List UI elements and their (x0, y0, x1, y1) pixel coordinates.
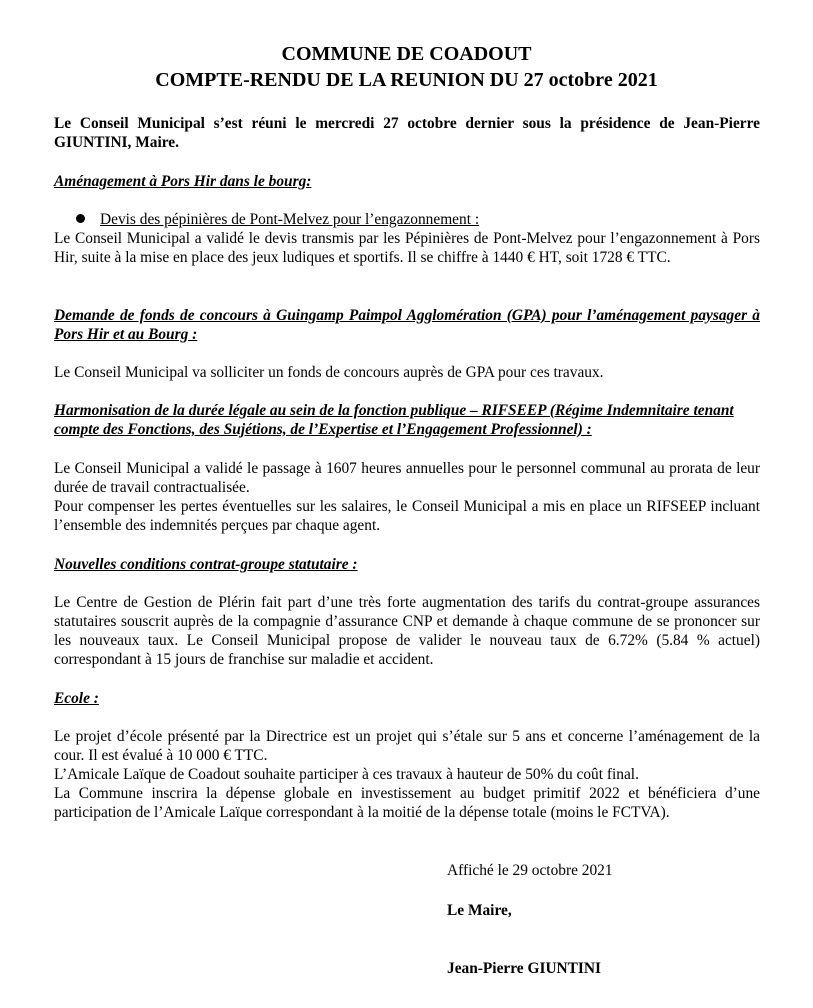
section-heading-fonds-concours: Demande de fonds de concours à Guingamp Paimpol Agglomération (GPA) pour l’aménagement paysager à Pors Hir et au Bourg : (54, 307, 760, 343)
intro-paragraph: Le Conseil Municipal s’est réuni le mercredi 27 octobre dernier sous la présidence de Jean-Pierre GIUNTINI, Maire. (54, 115, 760, 151)
rifseep-paragraph-1: Le Conseil Municipal a validé le passage à 1607 heures annuelles pour le personnel communal au prorata de leur durée de travail contractualisée. (54, 460, 760, 496)
document-title-report: COMPTE-RENDU DE LA REUNION DU 27 octobre 2021 (155, 69, 658, 91)
section-heading-pors-hir: Aménagement à Pors Hir dans le bourg: (54, 173, 312, 190)
section-heading-ecole: Ecole : (54, 690, 99, 707)
document-title-commune: COMMUNE DE COADOUT (281, 43, 532, 65)
ecole-paragraph-3: La Commune inscrira la dépense globale en investissement au budget primitif 2022 et bénéficiera d’une participation de l’Amicale Laïque correspondant à la moitié de la dépense totale (moins le FCTVA). (54, 785, 760, 821)
posted-date: Affiché le 29 octobre 2021 (447, 862, 613, 879)
bullet-item-devis (76, 210, 479, 229)
signature-name: Jean-Pierre GIUNTINI (447, 960, 602, 977)
bullet-dot-icon (76, 214, 85, 223)
pors-hir-paragraph: Le Conseil Municipal a validé le devis transmis par les Pépinières de Pont-Melvez pour l’engazonnement à Pors Hir, suite à la mise en place des jeux ludiques et sportifs. Il se chiffre à 1440 € HT, soit 1728 € TTC. (54, 230, 760, 266)
contrat-groupe-paragraph: Le Centre de Gestion de Plérin fait part d’une très forte augmentation des tarifs du contrat-groupe assurances statutaires souscrit auprès de la compagnie d’assurance CNP et demande à chaque commune de se prononcer sur les nouveaux taux. Le Conseil Municipal propose de valider le nouveau taux de 6.72% (5.84 % actuel) correspondant à 15 jours de franchise sur maladie et accident. (54, 594, 760, 668)
signature-role: Le Maire, (447, 902, 512, 919)
rifseep-paragraph-2: Pour compenser les pertes éventuelles sur les salaires, le Conseil Municipal a mis en place un RIFSEEP incluant l’ensemble des indemnités perçues par chaque agent. (54, 498, 760, 534)
bullet-item-text: Devis des pépinières de Pont-Melvez pour l’engazonnement : (100, 211, 480, 228)
ecole-paragraph-1: Le projet d’école présenté par la Directrice est un projet qui s’étale sur 5 ans et concerne l’aménagement de la cour. Il est évalué à 10 000 € TTC. (54, 728, 760, 764)
ecole-paragraph-2: L’Amicale Laïque de Coadout souhaite participer à ces travaux à hauteur de 50% du coût final. (54, 766, 639, 783)
section-heading-contrat-groupe: Nouvelles conditions contrat-groupe statutaire : (54, 556, 358, 573)
section-heading-rifseep: Harmonisation de la durée légale au sein de la fonction publique – RIFSEEP (Régime Indemnitaire tenant compte des Fonctions, des Sujétions, de l’Expertise et l’Engagement Professionnel) : (54, 402, 734, 438)
fonds-concours-paragraph: Le Conseil Municipal va solliciter un fonds de concours auprès de GPA pour ces travaux. (54, 364, 604, 381)
